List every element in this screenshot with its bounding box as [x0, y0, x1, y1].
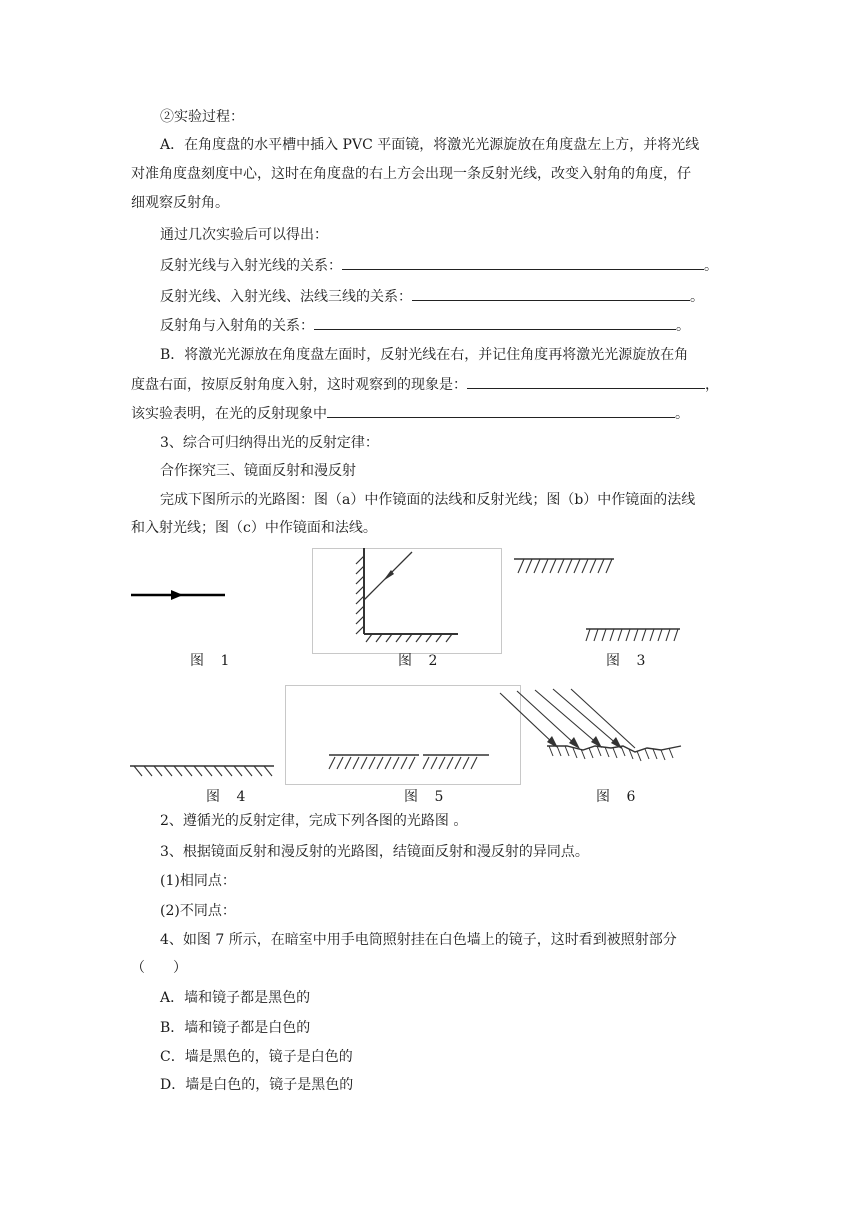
step-b-line-2-end: ， [705, 377, 719, 393]
step-b-line-2-text: 度盘右面，按原反射角度入射，这时观察到的现象是： [131, 377, 467, 393]
figure-5-caption: 图 5 [404, 789, 450, 805]
figure-6-caption: 图 6 [596, 789, 642, 805]
question-4-answer-bracket[interactable]: （ ） [131, 960, 187, 976]
answer-blank-3[interactable] [314, 315, 676, 330]
question-2: 2、遵循光的反射定律，完成下列各图的光路图 。 [160, 813, 468, 829]
step-a-line-3: 细观察反射角。 [131, 195, 229, 211]
relation-3-label: 反射角与入射角的关系： [160, 318, 314, 334]
figure-2-caption: 图 2 [398, 653, 444, 669]
task-line-1: 完成下图所示的光路图：图（a）中作镜面的法线和反射光线；图（b）中作镜面的法线 [160, 492, 696, 508]
answer-blank-4[interactable] [467, 374, 705, 389]
figure-4-diagram [128, 760, 278, 780]
answer-blank-1[interactable] [342, 255, 704, 270]
relation-1-label: 反射光线与入射光线的关系： [160, 258, 342, 274]
figure-1-diagram [128, 585, 228, 605]
figure-1-caption: 图 1 [190, 653, 236, 669]
figure-2-diagram [312, 548, 502, 654]
figure-3-diagram [510, 555, 685, 645]
figure-3-caption: 图 3 [606, 653, 652, 669]
step-a-line-1: A．在角度盘的水平槽中插入 PVC 平面镜，将激光光源旋放在角度盘左上方，并将光线 [160, 137, 700, 153]
option-b[interactable]: B．墙和镜子都是白色的 [160, 1020, 311, 1036]
coop-heading: 合作探究三、镜面反射和漫反射 [160, 463, 356, 479]
figure-5-diagram [285, 685, 521, 785]
relation-2-label: 反射光线、入射光线、法线三线的关系： [160, 289, 412, 305]
process-heading: ②实验过程： [160, 109, 244, 125]
step-b-line-3-end: 。 [675, 406, 689, 422]
step-b-line-3 [131, 403, 689, 424]
relation-2-end: 。 [690, 289, 704, 305]
relation-1-end: 。 [704, 258, 718, 274]
step-b-line-2 [131, 374, 719, 395]
relation-1 [160, 255, 718, 276]
relation-2 [160, 286, 704, 307]
differences-label: (2)不同点： [160, 903, 236, 919]
relation-3-end: 。 [676, 318, 690, 334]
relation-3 [160, 315, 690, 336]
option-d[interactable]: D．墙是白色的，镜子是黑色的 [160, 1077, 354, 1093]
conclusion-intro: 通过几次实验后可以得出： [160, 227, 328, 243]
step-b-line-3-text: 该实验表明，在光的反射现象中 [131, 406, 327, 422]
figure-6-diagram [495, 688, 690, 768]
figure-4-caption: 图 4 [206, 789, 252, 805]
question-4-line-1: 4、如图 7 所示，在暗室中用手电筒照射挂在白色墙上的镜子，这时看到被照射部分 [160, 932, 677, 948]
option-a[interactable]: A．墙和镜子都是黑色的 [160, 990, 311, 1006]
answer-blank-2[interactable] [412, 286, 690, 301]
answer-blank-5[interactable] [327, 403, 675, 418]
reflection-law: 3、综合可归纳得出光的反射定律： [160, 435, 379, 451]
step-a-line-2: 对准角度盘刻度中心，这时在角度盘的右上方会出现一条反射光线，改变入射角的角度，仔 [131, 166, 691, 182]
question-3: 3、根据镜面反射和漫反射的光路图，结镜面反射和漫反射的异同点。 [160, 844, 589, 860]
step-b-line-1: B．将激光光源放在角度盘左面时，反射光线在右，并记住角度再将激光光源旋放在角 [160, 347, 689, 363]
task-line-2: 和入射光线；图（c）中作镜面和法线。 [131, 520, 377, 536]
similarities-label: (1)相同点： [160, 873, 236, 889]
option-c[interactable]: C．墙是黑色的，镜子是白色的 [160, 1049, 353, 1065]
